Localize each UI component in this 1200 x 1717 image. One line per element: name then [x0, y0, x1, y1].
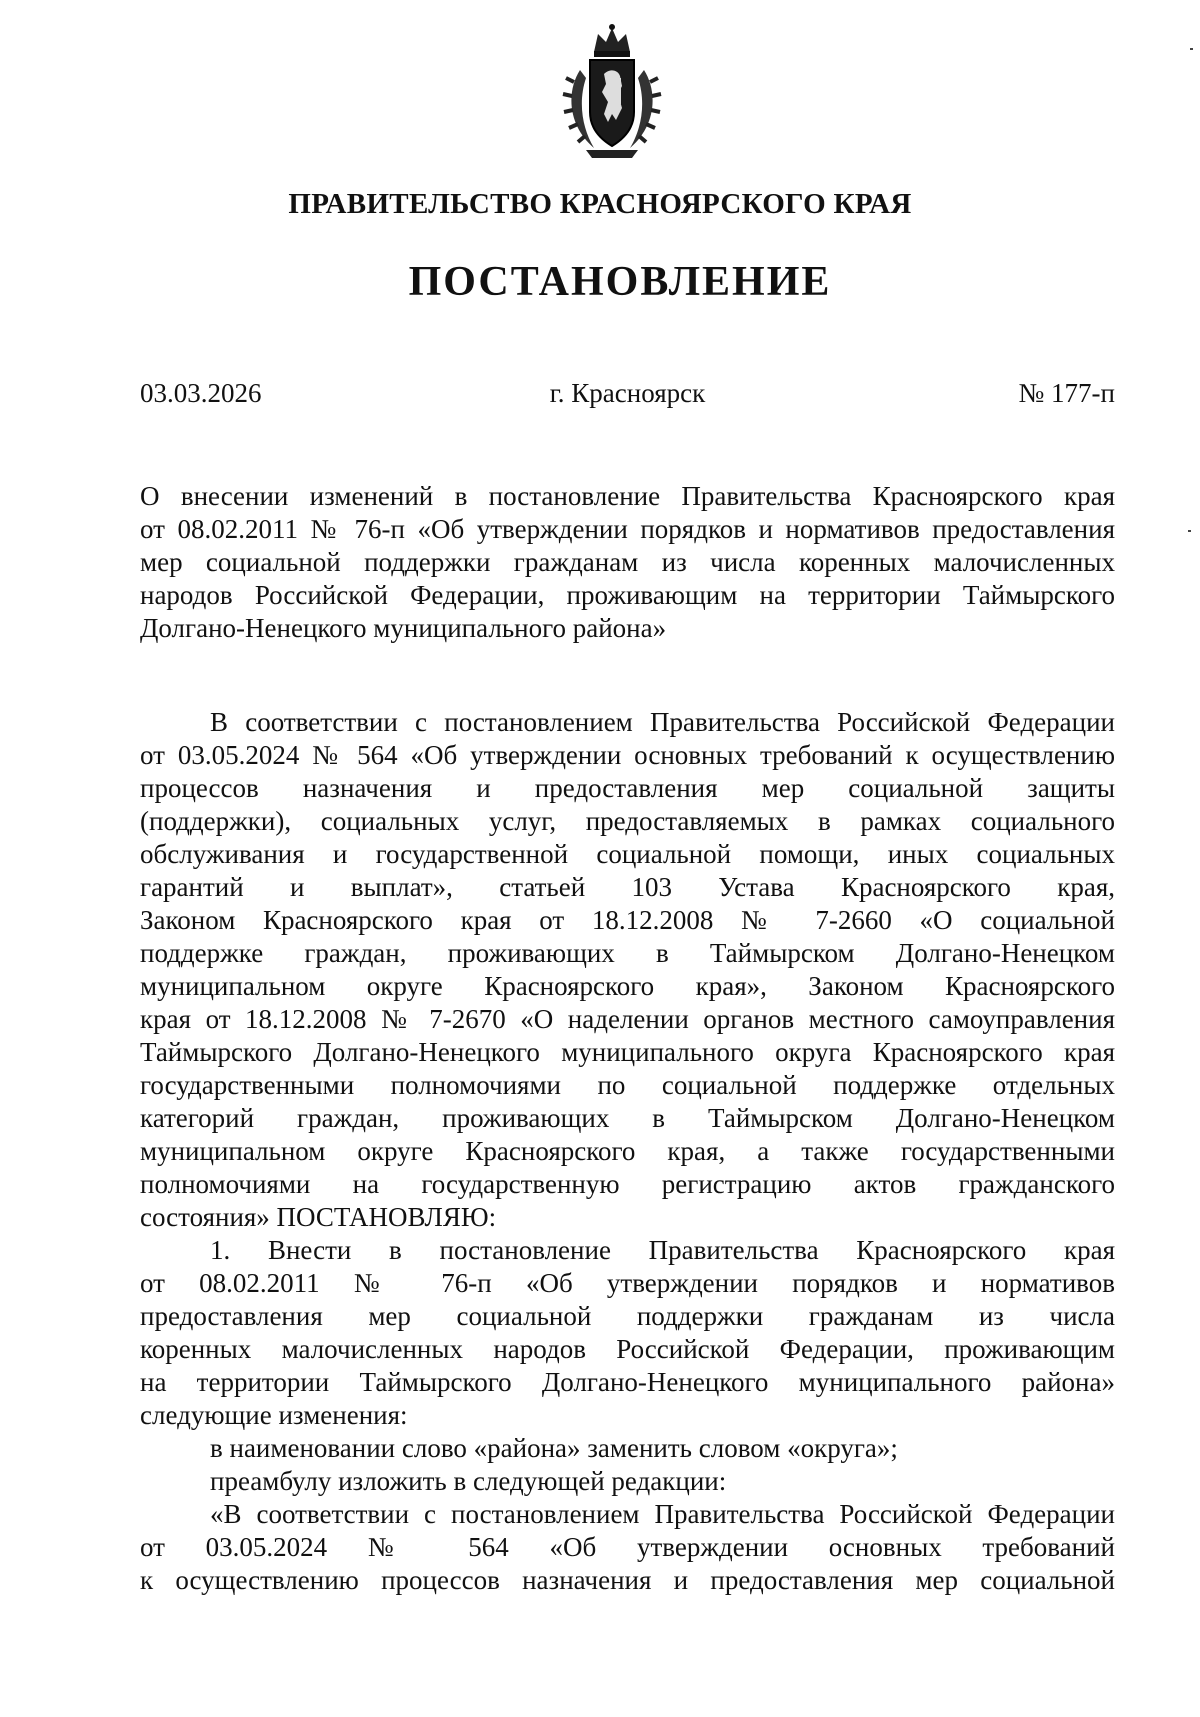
body-line: «В соответствии с постановлением Правительства Российской Федерации	[210, 1499, 1115, 1529]
body-line: категорий граждан, проживающих в Таймырском Долгано-Ненецком	[140, 1103, 1115, 1133]
organization-title: ПРАВИТЕЛЬСТВО КРАСНОЯРСКОГО КРАЯ	[288, 188, 912, 220]
body-line: от 03.05.2024 № 564 «Об утверждении основных требований к осуществлению	[140, 740, 1115, 770]
body-line: края от 18.12.2008 № 7-2670 «О наделении органов местного самоуправления	[140, 1004, 1115, 1034]
subject-line: мер социальной поддержки гражданам из числа коренных малочисленных	[140, 547, 1115, 577]
body-line: процессов назначения и предоставления мер социальной защиты	[140, 773, 1115, 803]
body-line: муниципальном округе Красноярского края, а также государственными	[140, 1136, 1115, 1166]
body-line: к осуществлению процессов назначения и предоставления мер социальной	[140, 1565, 1115, 1595]
body-line: от 03.05.2024 № 564 «Об утверждении основных требований	[140, 1532, 1115, 1562]
scan-artifact	[1190, 48, 1193, 50]
subject-line: О внесении изменений в постановление Правительства Красноярского края	[140, 481, 1115, 511]
document-subject	[140, 480, 1115, 645]
body-line: от 08.02.2011 № 76-п «Об утверждении порядков и нормативов	[140, 1268, 1115, 1298]
subject-line: Долгано-Ненецкого муниципального района»	[140, 613, 667, 643]
body-line: следующие изменения:	[140, 1400, 408, 1430]
document-city: г. Красноярск	[549, 378, 706, 408]
body-line: гарантий и выплат», статьей 103 Устава Красноярского края,	[140, 872, 1115, 902]
body-line: Законом Красноярского края от 18.12.2008 № 7-2660 «О социальной	[140, 905, 1115, 935]
body-line: 1. Внести в постановление Правительства Красноярского края	[210, 1235, 1115, 1265]
body-line: на территории Таймырского Долгано-Ненецкого муниципального района»	[140, 1367, 1115, 1397]
document-type-heading: ПОСТАНОВЛЕНИЕ	[408, 259, 832, 305]
body-line: государственными полномочиями по социальной поддержке отдельных	[140, 1070, 1115, 1100]
body-line: В соответствии с постановлением Правительства Российской Федерации	[210, 707, 1115, 737]
body-line: предоставления мер социальной поддержки гражданам из числа	[140, 1301, 1115, 1331]
body-line: (поддержки), социальных услуг, предоставляемых в рамках социального	[140, 806, 1115, 836]
subject-line: народов Российской Федерации, проживающим на территории Таймырского	[140, 580, 1115, 610]
document-date: 03.03.2026	[140, 378, 262, 408]
document-number: № 177-п	[1018, 378, 1115, 408]
document-meta-row	[140, 378, 1115, 418]
body-line: муниципальном округе Красноярского края», Законом Красноярского	[140, 971, 1115, 1001]
body-line: поддержке граждан, проживающих в Таймырском Долгано-Ненецком	[140, 938, 1115, 968]
body-line: обслуживания и государственной социальной помощи, иных социальных	[140, 839, 1115, 869]
body-line: преамбулу изложить в следующей редакции:	[210, 1466, 727, 1496]
body-line: в наименовании слово «района» заменить словом «округа»;	[210, 1433, 898, 1463]
body-line: полномочиями на государственную регистрацию актов гражданского	[140, 1169, 1115, 1199]
body-line: Таймырского Долгано-Ненецкого муниципального округа Красноярского края	[140, 1037, 1115, 1067]
coat-of-arms-emblem	[560, 22, 664, 162]
body-line: состояния» ПОСТАНОВЛЯЮ:	[140, 1202, 497, 1232]
scan-artifact	[1188, 530, 1191, 532]
subject-line: от 08.02.2011 № 76-п «Об утверждении порядков и нормативов предоставления	[140, 514, 1115, 544]
document-body	[140, 706, 1115, 1597]
body-line: коренных малочисленных народов Российской Федерации, проживающим	[140, 1334, 1115, 1364]
